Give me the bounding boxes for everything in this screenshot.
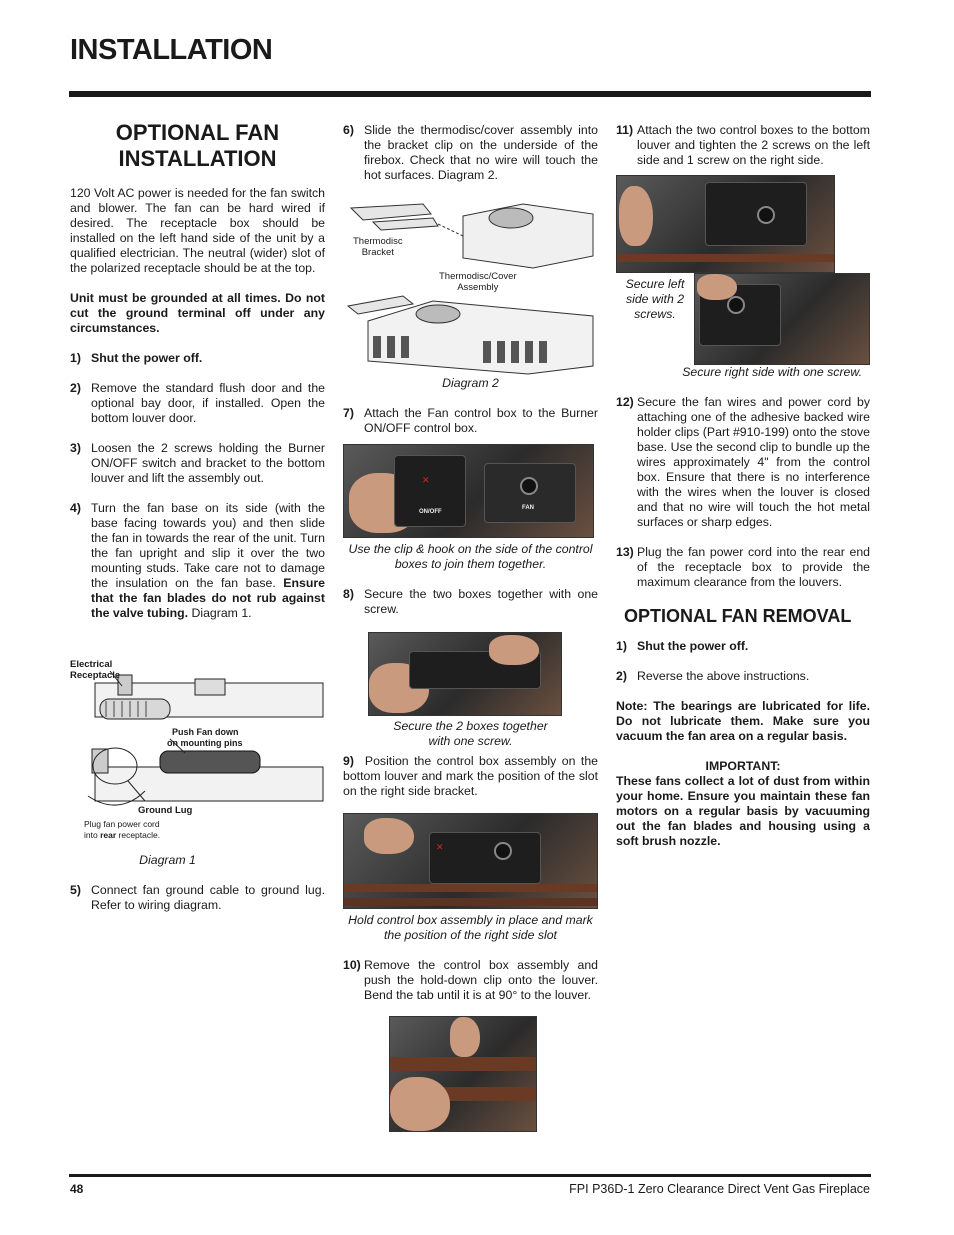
step-number: 3)	[70, 441, 81, 455]
photo-mark-slot	[343, 813, 598, 909]
step-1	[70, 351, 325, 366]
label-push-fan	[167, 727, 243, 749]
diagram-2	[343, 196, 598, 376]
important-heading: IMPORTANT:	[705, 759, 781, 773]
label-thermodisc-bracket	[353, 236, 403, 258]
step-3	[70, 441, 325, 486]
footer-doc-title: FPI P36D-1 Zero Clearance Direct Vent Gas Fireplace	[569, 1182, 870, 1196]
column-right	[616, 123, 870, 864]
step-text: Connect fan ground cable to ground lug. Refer to wiring diagram.	[91, 883, 325, 912]
step-8	[343, 587, 598, 617]
caption-secure-left	[616, 277, 694, 322]
caption-secure-boxes	[343, 719, 598, 749]
step-text-emphasis: Ensure that the fan blades do not rub against the valve tubing.	[91, 576, 325, 620]
step-number: 11)	[616, 123, 634, 137]
photo-group-secure-sides	[616, 175, 870, 365]
step-text-tail: Diagram 1.	[191, 606, 252, 620]
control-box-assembly	[429, 832, 541, 884]
louver-stripe	[390, 1057, 536, 1071]
step-text: Attach the Fan control box to the Burner ON/OFF control box.	[364, 406, 598, 435]
step-text: Attach the two control boxes to the bottom louver and tighten the 2 screws on the left side and 1 screw on the right side.	[637, 123, 870, 167]
step-number: 6)	[343, 123, 354, 137]
step-text-main: Turn the fan base on its side (with the base facing towards you) and then slide the fan in towards the rear of the unit. Turn the fan upright and slip it over the two mounting studs. Take care not to damage the insulation on the fan base.	[91, 501, 325, 590]
hand-image	[390, 1077, 450, 1131]
fan-label: FAN	[522, 505, 534, 511]
step-5	[70, 883, 325, 913]
page-number: 48	[70, 1182, 84, 1196]
step-number: 2)	[70, 381, 81, 395]
step-number: 8)	[343, 587, 354, 601]
removal-step-1	[616, 639, 870, 654]
section-heading-fan-removal: OPTIONAL FAN REMOVAL	[624, 606, 852, 626]
hand-image	[489, 635, 539, 665]
step-number: 5)	[70, 883, 81, 897]
label-line: Assembly	[457, 282, 499, 293]
fan-knob	[494, 842, 512, 860]
caption-mark-slot: Hold control box assembly in place and mark the position of the right side slot	[348, 913, 593, 942]
label-line: Thermodisc/Cover	[439, 271, 517, 282]
step-text: Secure the two boxes together with one screw.	[364, 587, 598, 616]
step-2	[70, 381, 325, 426]
step-text-main: Position the control box assembly on the bottom louver and mark the position of the slot on the right side bracket.	[343, 754, 598, 798]
label-line: Plug fan power cord	[84, 819, 160, 829]
diagram-1-caption: Diagram 1	[139, 853, 196, 867]
fan-knob	[727, 296, 745, 314]
step-text	[91, 501, 325, 621]
fan-knob	[757, 206, 775, 224]
step-text: Plug the fan power cord into the rear end of the receptacle box to provide the maximum clearance from the louvers.	[637, 545, 870, 589]
caption-line: screws.	[634, 307, 676, 321]
label-line: on mounting pins	[167, 738, 243, 748]
step-number: 1)	[616, 639, 627, 653]
caption-line: Secure left	[625, 277, 685, 291]
photo-join-boxes	[343, 444, 594, 538]
label-line: Push Fan down	[172, 727, 239, 737]
label-line: Bracket	[361, 247, 394, 258]
step-9	[343, 754, 598, 799]
photo-hold-down-clip	[389, 1016, 537, 1132]
label-line: Electrical	[70, 659, 113, 670]
step-number: 10)	[343, 958, 361, 972]
hand-image	[364, 818, 414, 854]
step-13	[616, 545, 870, 590]
caption-join-boxes: Use the clip & hook on the side of the control boxes to join them together.	[348, 542, 593, 571]
step-text	[343, 754, 598, 799]
photo-secure-left	[616, 175, 835, 273]
label-line	[84, 830, 160, 841]
step-11	[616, 123, 870, 168]
photo-secure-boxes	[368, 632, 562, 716]
label-line: Thermodisc	[353, 236, 403, 247]
control-box-assembly	[705, 182, 807, 246]
louver-stripe	[344, 884, 597, 892]
onoff-label: ON/OFF	[419, 509, 442, 515]
step-number: 9)	[343, 754, 354, 768]
column-middle	[343, 123, 598, 1132]
step-number: 2)	[616, 669, 627, 683]
diagram-1	[70, 641, 325, 840]
section-heading-fan-installation	[70, 120, 325, 172]
step-4	[70, 501, 325, 621]
step-number: 13)	[616, 545, 634, 559]
step-text: Remove the control box assembly and push the hold-down clip onto the louver. Bend the tab until it is at 90° to the louver.	[364, 958, 598, 1002]
step-number: 4)	[70, 501, 81, 515]
photo-secure-right	[694, 273, 870, 365]
red-x-mark: ✕	[422, 475, 430, 485]
label-thermodisc-assembly	[439, 271, 517, 293]
louver-stripe	[617, 254, 834, 262]
step-text: Slide the thermodisc/cover assembly into the bracket clip on the underside of the firebox. Check that no wire will touch the hot surfaces. Diagram 2.	[364, 123, 598, 182]
label-ground-lug: Ground Lug	[138, 805, 193, 816]
heading-line-2: INSTALLATION	[118, 146, 277, 171]
intro-paragraph: 120 Volt AC power is needed for the fan switch and blower. The fan can be hard wired if desired. The receptacle box should be installed on the left hand side of the unit by a qualified electrician. The neutral (wider) slot of the polarized receptacle should be at the top.	[70, 186, 325, 275]
column-left	[70, 120, 325, 928]
step-text: Reverse the above instructions.	[637, 669, 810, 683]
step-text: Loosen the 2 screws holding the Burner ON/OFF switch and bracket to the bottom louver and lift the assembly out.	[91, 441, 325, 485]
step-number: 12)	[616, 395, 634, 409]
label-line: Receptacle	[70, 670, 121, 681]
diagram-2-caption: Diagram 2	[442, 376, 499, 390]
hand-image	[697, 274, 737, 300]
important-text: These fans collect a lot of dust from within your home. Ensure you maintain these fan motors on a regular basis by vacuuming out the fan blades and housing using a soft brush nozzle.	[616, 774, 870, 848]
caption-secure-right: Secure right side with one screw.	[682, 365, 862, 379]
label-plug-power-cord	[84, 819, 160, 841]
label-part: into	[84, 830, 101, 840]
removal-step-2	[616, 669, 870, 684]
label-part: rear	[100, 830, 117, 840]
red-x-mark: ✕	[436, 842, 444, 852]
hand-image	[619, 186, 653, 246]
caption-line: with one screw.	[428, 734, 513, 748]
heading-line-1: OPTIONAL FAN	[115, 120, 280, 145]
bearings-note: Note: The bearings are lubricated for life. Do not lubricate them. Make sure you vacuum the fan area on a regular basis.	[616, 699, 870, 743]
footer-rule	[69, 1174, 871, 1177]
step-12	[616, 395, 870, 530]
step-number: 7)	[343, 406, 354, 420]
step-10	[343, 958, 598, 1003]
step-7	[343, 406, 598, 436]
grounding-warning: Unit must be grounded at all times. Do not cut the ground terminal off under any circumstances.	[70, 291, 325, 335]
step-text: Shut the power off.	[637, 639, 749, 653]
header-rule	[69, 91, 871, 97]
label-part: receptacle.	[116, 830, 161, 840]
step-text: Remove the standard flush door and the optional bay door, if installed. Open the bottom louver door.	[91, 381, 325, 425]
step-text: Shut the power off.	[91, 351, 203, 365]
caption-line: Secure the 2 boxes together	[393, 719, 548, 733]
page-title: INSTALLATION	[70, 34, 273, 66]
caption-line: side with 2	[625, 292, 685, 306]
step-6	[343, 123, 598, 183]
step-number: 1)	[70, 351, 81, 365]
step-text: Secure the fan wires and power cord by attaching one of the adhesive backed wire holder clips (Part #910-199) onto the stove base. Use the second clip to bundle up the wires approximately 4" from the control box. Ensure that there is no interference with the wires when the louver is closed and that no wire will touch the hot metal surfaces or sharp edges.	[637, 395, 870, 529]
label-electrical-receptacle	[70, 659, 120, 681]
fan-knob	[520, 477, 538, 495]
louver-stripe	[344, 898, 597, 906]
hand-image	[450, 1017, 480, 1057]
